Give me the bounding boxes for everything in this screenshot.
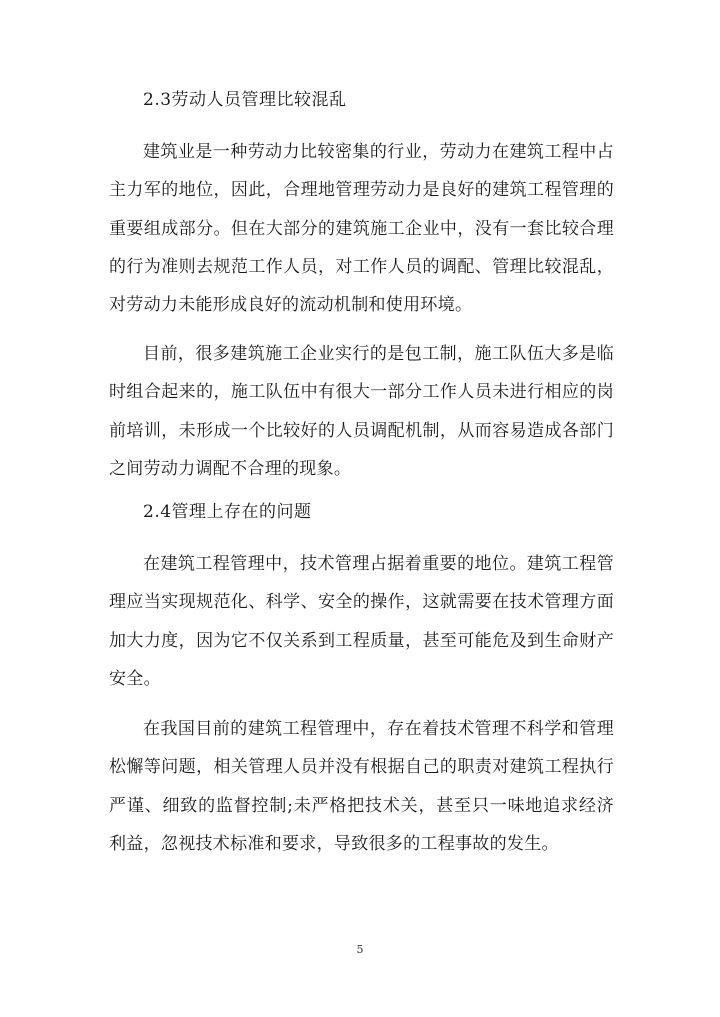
paragraph-labor-intensive-industry: 建筑业是一种劳动力比较密集的行业，劳动力在建筑工程中占主力军的地位，因此，合理地管理劳动力是良好的建筑工程管理的重要组成部分。但在大部分的建筑施工企业中，没有一套比较合理的行为准则去规范工作人员，对工作人员的调配、管理比较混乱，对劳动力未能形成良好的流动机制和使用环境。 (109, 142, 614, 316)
section-heading-management-problems: 2.4管理上存在的问题 (143, 502, 312, 522)
page-number: 5 (356, 943, 364, 956)
paragraph-technical-management: 在建筑工程管理中，技术管理占据着重要的地位。建筑工程管理应当实现规范化、科学、安全的操作，这就需要在技术管理方面加大力度，因为它不仅关系到工程质量，甚至可能危及到生命财产安全。 (109, 554, 614, 689)
section-heading-labor-management: 2.3劳动人员管理比较混乱 (143, 90, 347, 110)
paragraph-current-issues: 在我国目前的建筑工程管理中，存在着技术管理不科学和管理松懈等问题，相关管理人员并没有根据自己的职责对建筑工程执行严谨、细致的监督控制;未严格把技术关，甚至只一味地追求经济利益，忽视技术标准和要求，导致很多的工程事故的发生。 (109, 719, 614, 854)
paragraph-contract-system: 目前，很多建筑施工企业实行的是包工制，施工队伍大多是临时组合起来的，施工队伍中有很大一部分工作人员未进行相应的岗前培训，未形成一个比较好的人员调配机制，从而容易造成各部门之间劳动力调配不合理的现象。 (109, 344, 614, 479)
